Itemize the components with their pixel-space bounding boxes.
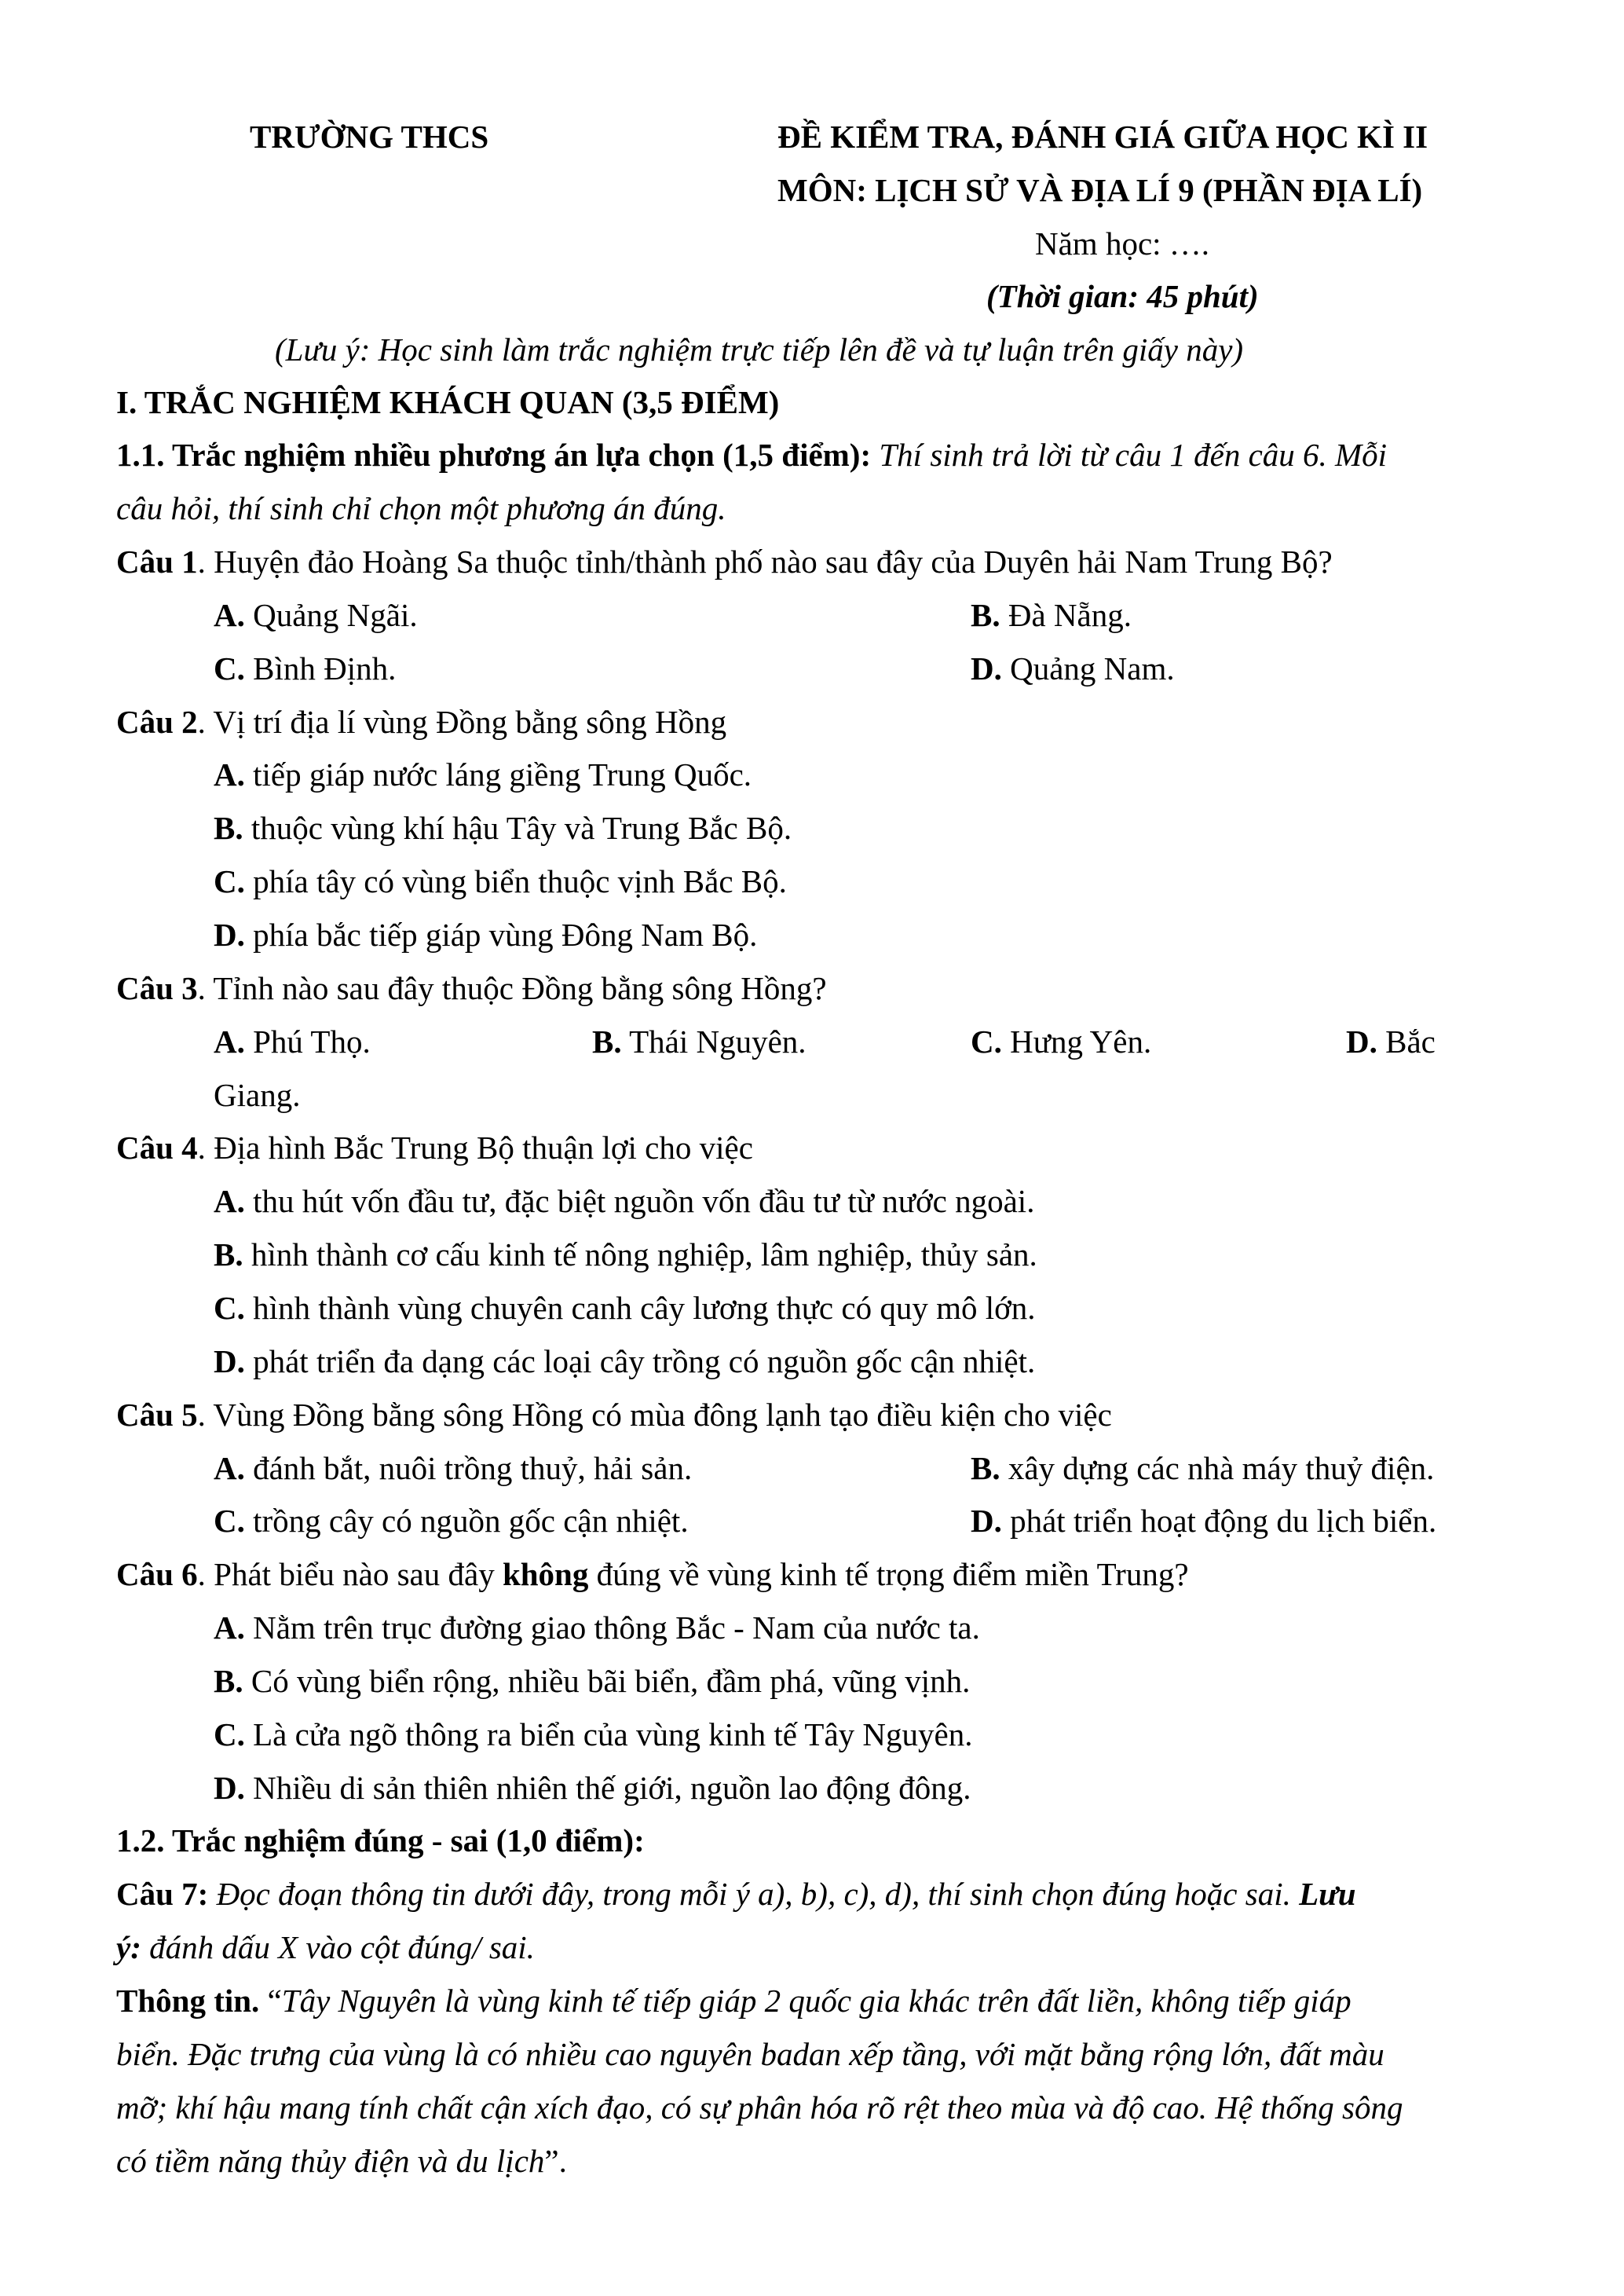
info-paragraph-line-4 bbox=[116, 2145, 567, 2177]
q4-option-d[interactable] bbox=[214, 1343, 1036, 1379]
option-text: Hưng Yên. bbox=[1001, 1023, 1152, 1060]
option-text: phía bắc tiếp giáp vùng Đông Nam Bộ. bbox=[244, 917, 758, 953]
question-number: Câu 1 bbox=[116, 544, 198, 580]
option-text: hình thành cơ cấu kinh tế nông nghiệp, lâm nghiệp, thủy sản. bbox=[243, 1236, 1037, 1273]
question-text: . Tỉnh nào sau đây thuộc Đồng bằng sông Hồng? bbox=[197, 970, 827, 1006]
option-key: B. bbox=[214, 810, 243, 846]
option-key: B. bbox=[592, 1023, 622, 1060]
q3-option-b[interactable] bbox=[592, 1023, 807, 1060]
question-text: Đọc đoạn thông tin dưới đây, trong mỗi ý a), b), c), d), thí sinh chọn đúng hoặc sai. bbox=[208, 1876, 1300, 1912]
q1-option-c[interactable] bbox=[214, 650, 397, 687]
question-text: . Vùng Đồng bằng sông Hồng có mùa đông lạnh tạo điều kiện cho việc bbox=[197, 1397, 1112, 1433]
part1-title: 1.1. Trắc nghiệm nhiều phương án lựa chọn (1,5 điểm): bbox=[116, 437, 872, 473]
note-text: đánh dấu X vào cột đúng/ sai. bbox=[141, 1929, 535, 1965]
question-7-note bbox=[116, 1929, 535, 1965]
option-text: Quảng Ngãi. bbox=[244, 597, 418, 633]
q5-option-b[interactable] bbox=[971, 1452, 1434, 1485]
option-text: Có vùng biển rộng, nhiều bãi biển, đầm phá, vũng vịnh. bbox=[243, 1663, 971, 1699]
option-key: D. bbox=[214, 917, 245, 953]
question-text: . Vị trí địa lí vùng Đồng bằng sông Hồng bbox=[197, 704, 727, 740]
option-key: A. bbox=[214, 1609, 245, 1646]
exam-duration: (Thời gian: 45 phút) bbox=[986, 278, 1259, 314]
part2-title: 1.2. Trắc nghiệm đúng - sai (1,0 điểm): bbox=[116, 1822, 645, 1858]
question-6 bbox=[116, 1558, 1189, 1591]
school-year: Năm học: …. bbox=[1035, 225, 1210, 262]
option-text: Nằm trên trục đường giao thông Bắc - Nam của nước ta. bbox=[244, 1609, 980, 1646]
option-text: xây dựng các nhà máy thuỷ điện. bbox=[1000, 1450, 1435, 1486]
info-paragraph-line-3: mỡ; khí hậu mang tính chất cận xích đạo, có sự phân hóa rõ rệt theo mùa và độ cao. Hệ thống sông bbox=[116, 2089, 1403, 2126]
info-text: Tây Nguyên là vùng kinh tế tiếp giáp 2 quốc gia khác trên đất liền, không tiếp giáp bbox=[281, 1983, 1352, 2019]
question-7 bbox=[116, 1878, 1356, 1910]
option-key: D. bbox=[971, 650, 1002, 687]
part1-heading bbox=[116, 439, 1387, 471]
option-text: phát triển hoạt động du lịch biển. bbox=[1001, 1503, 1437, 1539]
option-key: A. bbox=[214, 1023, 245, 1060]
q2-option-b[interactable] bbox=[214, 812, 792, 844]
option-key: A. bbox=[214, 756, 245, 793]
option-key: B. bbox=[214, 1236, 243, 1273]
q1-option-b[interactable] bbox=[971, 599, 1132, 632]
question-number: Câu 4 bbox=[116, 1130, 198, 1166]
option-key: C. bbox=[214, 1290, 245, 1326]
info-label: Thông tin. bbox=[116, 1983, 260, 2019]
option-text: tiếp giáp nước láng giềng Trung Quốc. bbox=[244, 756, 752, 793]
part1-instruction: Thí sinh trả lời từ câu 1 đến câu 6. Mỗi bbox=[871, 437, 1388, 473]
q6-option-d[interactable] bbox=[214, 1772, 971, 1804]
q2-option-c[interactable] bbox=[214, 863, 787, 899]
option-key: B. bbox=[971, 597, 1000, 633]
q6-option-a[interactable] bbox=[214, 1609, 980, 1646]
q5-option-d[interactable] bbox=[971, 1505, 1436, 1537]
option-key: A. bbox=[214, 1183, 245, 1219]
q1-option-d[interactable] bbox=[971, 650, 1175, 687]
question-3 bbox=[116, 972, 827, 1005]
q3-option-d-cont: Giang. bbox=[214, 1077, 301, 1113]
exam-title: ĐỀ KIỂM TRA, ĐÁNH GIÁ GIỮA HỌC KÌ II bbox=[777, 119, 1428, 155]
option-key: C. bbox=[971, 1023, 1002, 1060]
option-text: phát triển đa dạng các loại cây trồng có nguồn gốc cận nhiệt. bbox=[244, 1343, 1036, 1379]
option-text: phía tây có vùng biển thuộc vịnh Bắc Bộ. bbox=[244, 863, 787, 899]
question-number: Câu 5 bbox=[116, 1397, 198, 1433]
q2-option-a[interactable] bbox=[214, 756, 752, 793]
question-text: . Huyện đảo Hoàng Sa thuộc tỉnh/thành phố nào sau đây của Duyên hải Nam Trung Bộ? bbox=[197, 544, 1333, 580]
school-name: TRƯỜNG THCS bbox=[250, 119, 489, 155]
question-text-end: đúng về vùng kinh tế trọng điểm miền Trung? bbox=[588, 1556, 1189, 1592]
option-key: A. bbox=[214, 1450, 245, 1486]
section-title: I. TRẮC NGHIỆM KHÁCH QUAN (3,5 ĐIỂM) bbox=[116, 384, 780, 420]
q4-option-b[interactable] bbox=[214, 1236, 1037, 1273]
subject-title: MÔN: LỊCH SỬ VÀ ĐỊA LÍ 9 (PHẦN ĐỊA LÍ) bbox=[777, 172, 1423, 208]
question-2 bbox=[116, 706, 726, 738]
question-number: Câu 6 bbox=[116, 1556, 198, 1592]
q2-option-d[interactable] bbox=[214, 919, 757, 951]
info-text-end: có tiềm năng thủy điện và du lịch bbox=[116, 2143, 545, 2179]
q4-option-c[interactable] bbox=[214, 1292, 1036, 1324]
q3-option-d[interactable] bbox=[1346, 1023, 1436, 1060]
option-key: D. bbox=[1346, 1023, 1377, 1060]
q5-option-c[interactable] bbox=[214, 1505, 689, 1537]
q6-option-c[interactable] bbox=[214, 1716, 973, 1752]
info-open-quote: “ bbox=[259, 1983, 282, 2019]
q4-option-a[interactable] bbox=[214, 1185, 1034, 1218]
note-label: Lưu bbox=[1299, 1876, 1356, 1912]
part1-instruction-cont: câu hỏi, thí sinh chỉ chọn một phương án đúng. bbox=[116, 490, 726, 526]
option-text: Quảng Nam. bbox=[1001, 650, 1175, 687]
option-text: Bình Định. bbox=[244, 650, 397, 687]
option-key: C. bbox=[214, 1503, 245, 1539]
option-key: A. bbox=[214, 597, 245, 633]
info-paragraph-line-1 bbox=[116, 1985, 1352, 2017]
question-number: Câu 2 bbox=[116, 704, 198, 740]
question-text: . Phát biểu nào sau đây bbox=[197, 1556, 503, 1592]
question-emphasis: không bbox=[502, 1556, 589, 1592]
option-key: B. bbox=[971, 1450, 1000, 1486]
option-key: C. bbox=[214, 863, 245, 899]
option-text: thuộc vùng khí hậu Tây và Trung Bắc Bộ. bbox=[243, 810, 792, 846]
option-text: thu hút vốn đầu tư, đặc biệt nguồn vốn đầu tư từ nước ngoài. bbox=[244, 1183, 1035, 1219]
q1-option-a[interactable] bbox=[214, 599, 418, 632]
q6-option-b[interactable] bbox=[214, 1665, 970, 1697]
option-key: D. bbox=[214, 1770, 245, 1806]
option-text: trồng cây có nguồn gốc cận nhiệt. bbox=[244, 1503, 689, 1539]
option-text: Thái Nguyên. bbox=[621, 1023, 807, 1060]
question-text: . Địa hình Bắc Trung Bộ thuận lợi cho việc bbox=[197, 1130, 753, 1166]
info-paragraph-line-2: biển. Đặc trưng của vùng là có nhiều cao nguyên badan xếp tầng, với mặt bằng rộng lớn, đất màu bbox=[116, 2036, 1384, 2072]
q3-option-a[interactable] bbox=[214, 1023, 371, 1060]
option-text: hình thành vùng chuyên canh cây lương thực có quy mô lớn. bbox=[244, 1290, 1036, 1326]
info-close-quote: ”. bbox=[544, 2143, 567, 2179]
option-text: Đà Nẵng. bbox=[1000, 597, 1132, 633]
question-1 bbox=[116, 546, 1333, 578]
option-key: C. bbox=[214, 650, 245, 687]
option-key: D. bbox=[214, 1343, 245, 1379]
option-key: C. bbox=[214, 1716, 245, 1752]
option-text: Bắc bbox=[1377, 1023, 1436, 1060]
question-4 bbox=[116, 1132, 753, 1164]
question-number: Câu 7: bbox=[116, 1876, 209, 1912]
option-text: đánh bắt, nuôi trồng thuỷ, hải sản. bbox=[244, 1450, 693, 1486]
note-label-cont: ý: bbox=[116, 1929, 141, 1965]
exam-note: (Lưu ý: Học sinh làm trắc nghiệm trực tiếp lên đề và tự luận trên giấy này) bbox=[275, 331, 1244, 368]
question-number: Câu 3 bbox=[116, 970, 198, 1006]
option-text: Nhiều di sản thiên nhiên thế giới, nguồn lao động đông. bbox=[244, 1770, 971, 1806]
option-text: Là cửa ngõ thông ra biển của vùng kinh tế Tây Nguyên. bbox=[244, 1716, 973, 1752]
q5-option-a[interactable] bbox=[214, 1452, 692, 1485]
question-5 bbox=[116, 1399, 1112, 1431]
option-key: D. bbox=[971, 1503, 1002, 1539]
q3-option-c[interactable] bbox=[971, 1023, 1152, 1060]
option-key: B. bbox=[214, 1663, 243, 1699]
option-text: Phú Thọ. bbox=[244, 1023, 371, 1060]
